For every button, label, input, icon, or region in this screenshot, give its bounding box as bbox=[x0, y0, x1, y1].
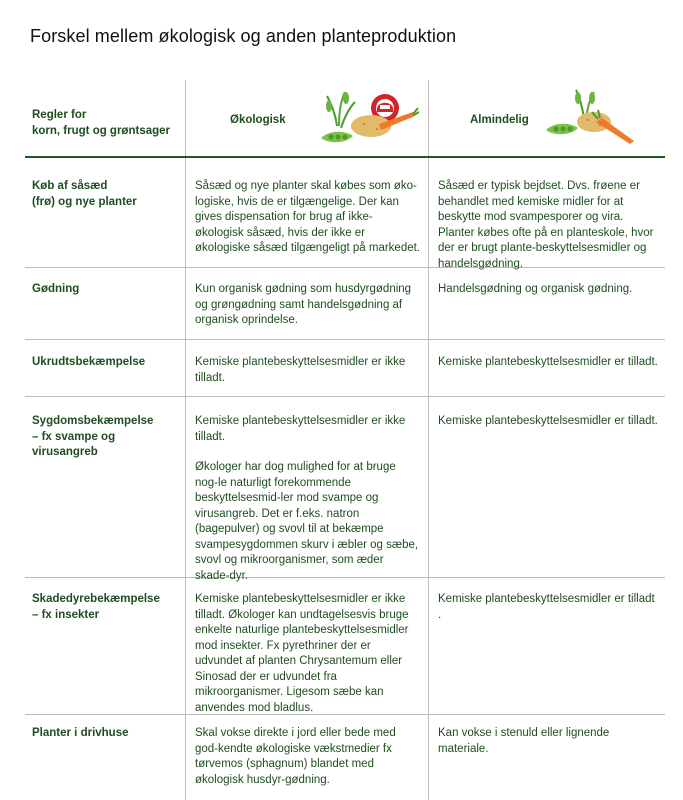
header-organic: Økologisk bbox=[230, 114, 286, 126]
vegetables-organic-illustration bbox=[319, 86, 419, 154]
row-label-pest-control: Skadedyrebekæmpelse – fx insekter bbox=[32, 593, 160, 621]
page-title: Forskel mellem økologisk og anden planteproduktion bbox=[30, 26, 457, 46]
organic-seed-purchase: Såsæd og nye planter skal købes som øko-logiske, hvis de er tilgængelige. Der kan gives dispensation for brug af ikke-økologisk såsæd, hvis der ikke er økologiske såsæd tilgængeligt på markedet. bbox=[195, 180, 421, 254]
comparison-table bbox=[25, 80, 665, 800]
conventional-pest-control: Kemiske plantebeskyttelsesmidler er tilladt . bbox=[438, 593, 655, 621]
organic-weed-control: Kemiske plantebeskyttelsesmidler er ikke tilladt. bbox=[195, 356, 406, 384]
conventional-greenhouse: Kan vokse i stenuld eller lignende materiale. bbox=[438, 727, 610, 755]
row-label-disease-control: Sygdomsbekæmpelse – fx svampe og virusangreb bbox=[32, 415, 154, 458]
vegetables-conventional-illustration bbox=[544, 86, 644, 154]
conventional-seed-purchase: Såsæd er typisk bejdset. Dvs. frøene er behandlet med kemiske midler for at beskytte mod svampesporer og vira. Planter købes ofte på en planteskole, hvor der er brugt plante-beskyttelsesmidler og handelsgødning. bbox=[438, 180, 654, 270]
row-label-fertilizer: Gødning bbox=[32, 283, 80, 295]
column-divider bbox=[185, 80, 186, 800]
conventional-fertilizer: Handelsgødning og organisk gødning. bbox=[438, 283, 633, 295]
column-divider bbox=[428, 80, 429, 800]
row-label-greenhouse: Planter i drivhuse bbox=[32, 727, 129, 739]
row-label-seed-purchase: Køb af såsæd (frø) og nye planter bbox=[32, 180, 137, 208]
conventional-disease-control: Kemiske plantebeskyttelsesmidler er tilladt. bbox=[438, 415, 658, 427]
row-divider bbox=[25, 339, 665, 340]
row-divider bbox=[25, 396, 665, 397]
row-label-weed-control: Ukrudtsbekæmpelse bbox=[32, 356, 146, 368]
header-conventional: Almindelig bbox=[470, 114, 529, 126]
organic-disease-control: Kemiske plantebeskyttelsesmidler er ikke tilladt. Økologer har dog mulighed for at bruge nog-le naturligt forekommende beskyttelsesmid-ler mod svampe og virusangreb. Det er f.eks. natron (bagepulver) og svovl til at bekæmpe svampesygdommen skurv i æbler og sæbe, svovl og mikroorganismer, som æder skade-dyr. bbox=[195, 415, 419, 582]
organic-pest-control: Kemiske plantebeskyttelsesmidler er ikke tilladt. Økologer kan undtagelsesvis bruge enkelte naturlige plantebeskyttelsesmidler mod insekter. Fx pyrethriner der er udvundet af planten Chrysantemum eller Sinosad der er udvundet fra mikroorganismer. Ligesom sæbe kan anvendes mod bladlus. bbox=[195, 593, 409, 714]
organic-fertilizer: Kun organisk gødning som husdyrgødning og grøngødning samt handelsgødning af organisk oprindelse. bbox=[195, 283, 412, 326]
header-rule bbox=[25, 156, 665, 158]
organic-greenhouse: Skal vokse direkte i jord eller bede med god-kendte økologiske vækstmedier fx tørvemos (sphagnum) blandet med økologisk husdyr-gødning. bbox=[195, 727, 396, 786]
header-rules-label: Regler for korn, frugt og grøntsager bbox=[32, 109, 170, 137]
conventional-weed-control: Kemiske plantebeskyttelsesmidler er tilladt. bbox=[438, 356, 658, 368]
